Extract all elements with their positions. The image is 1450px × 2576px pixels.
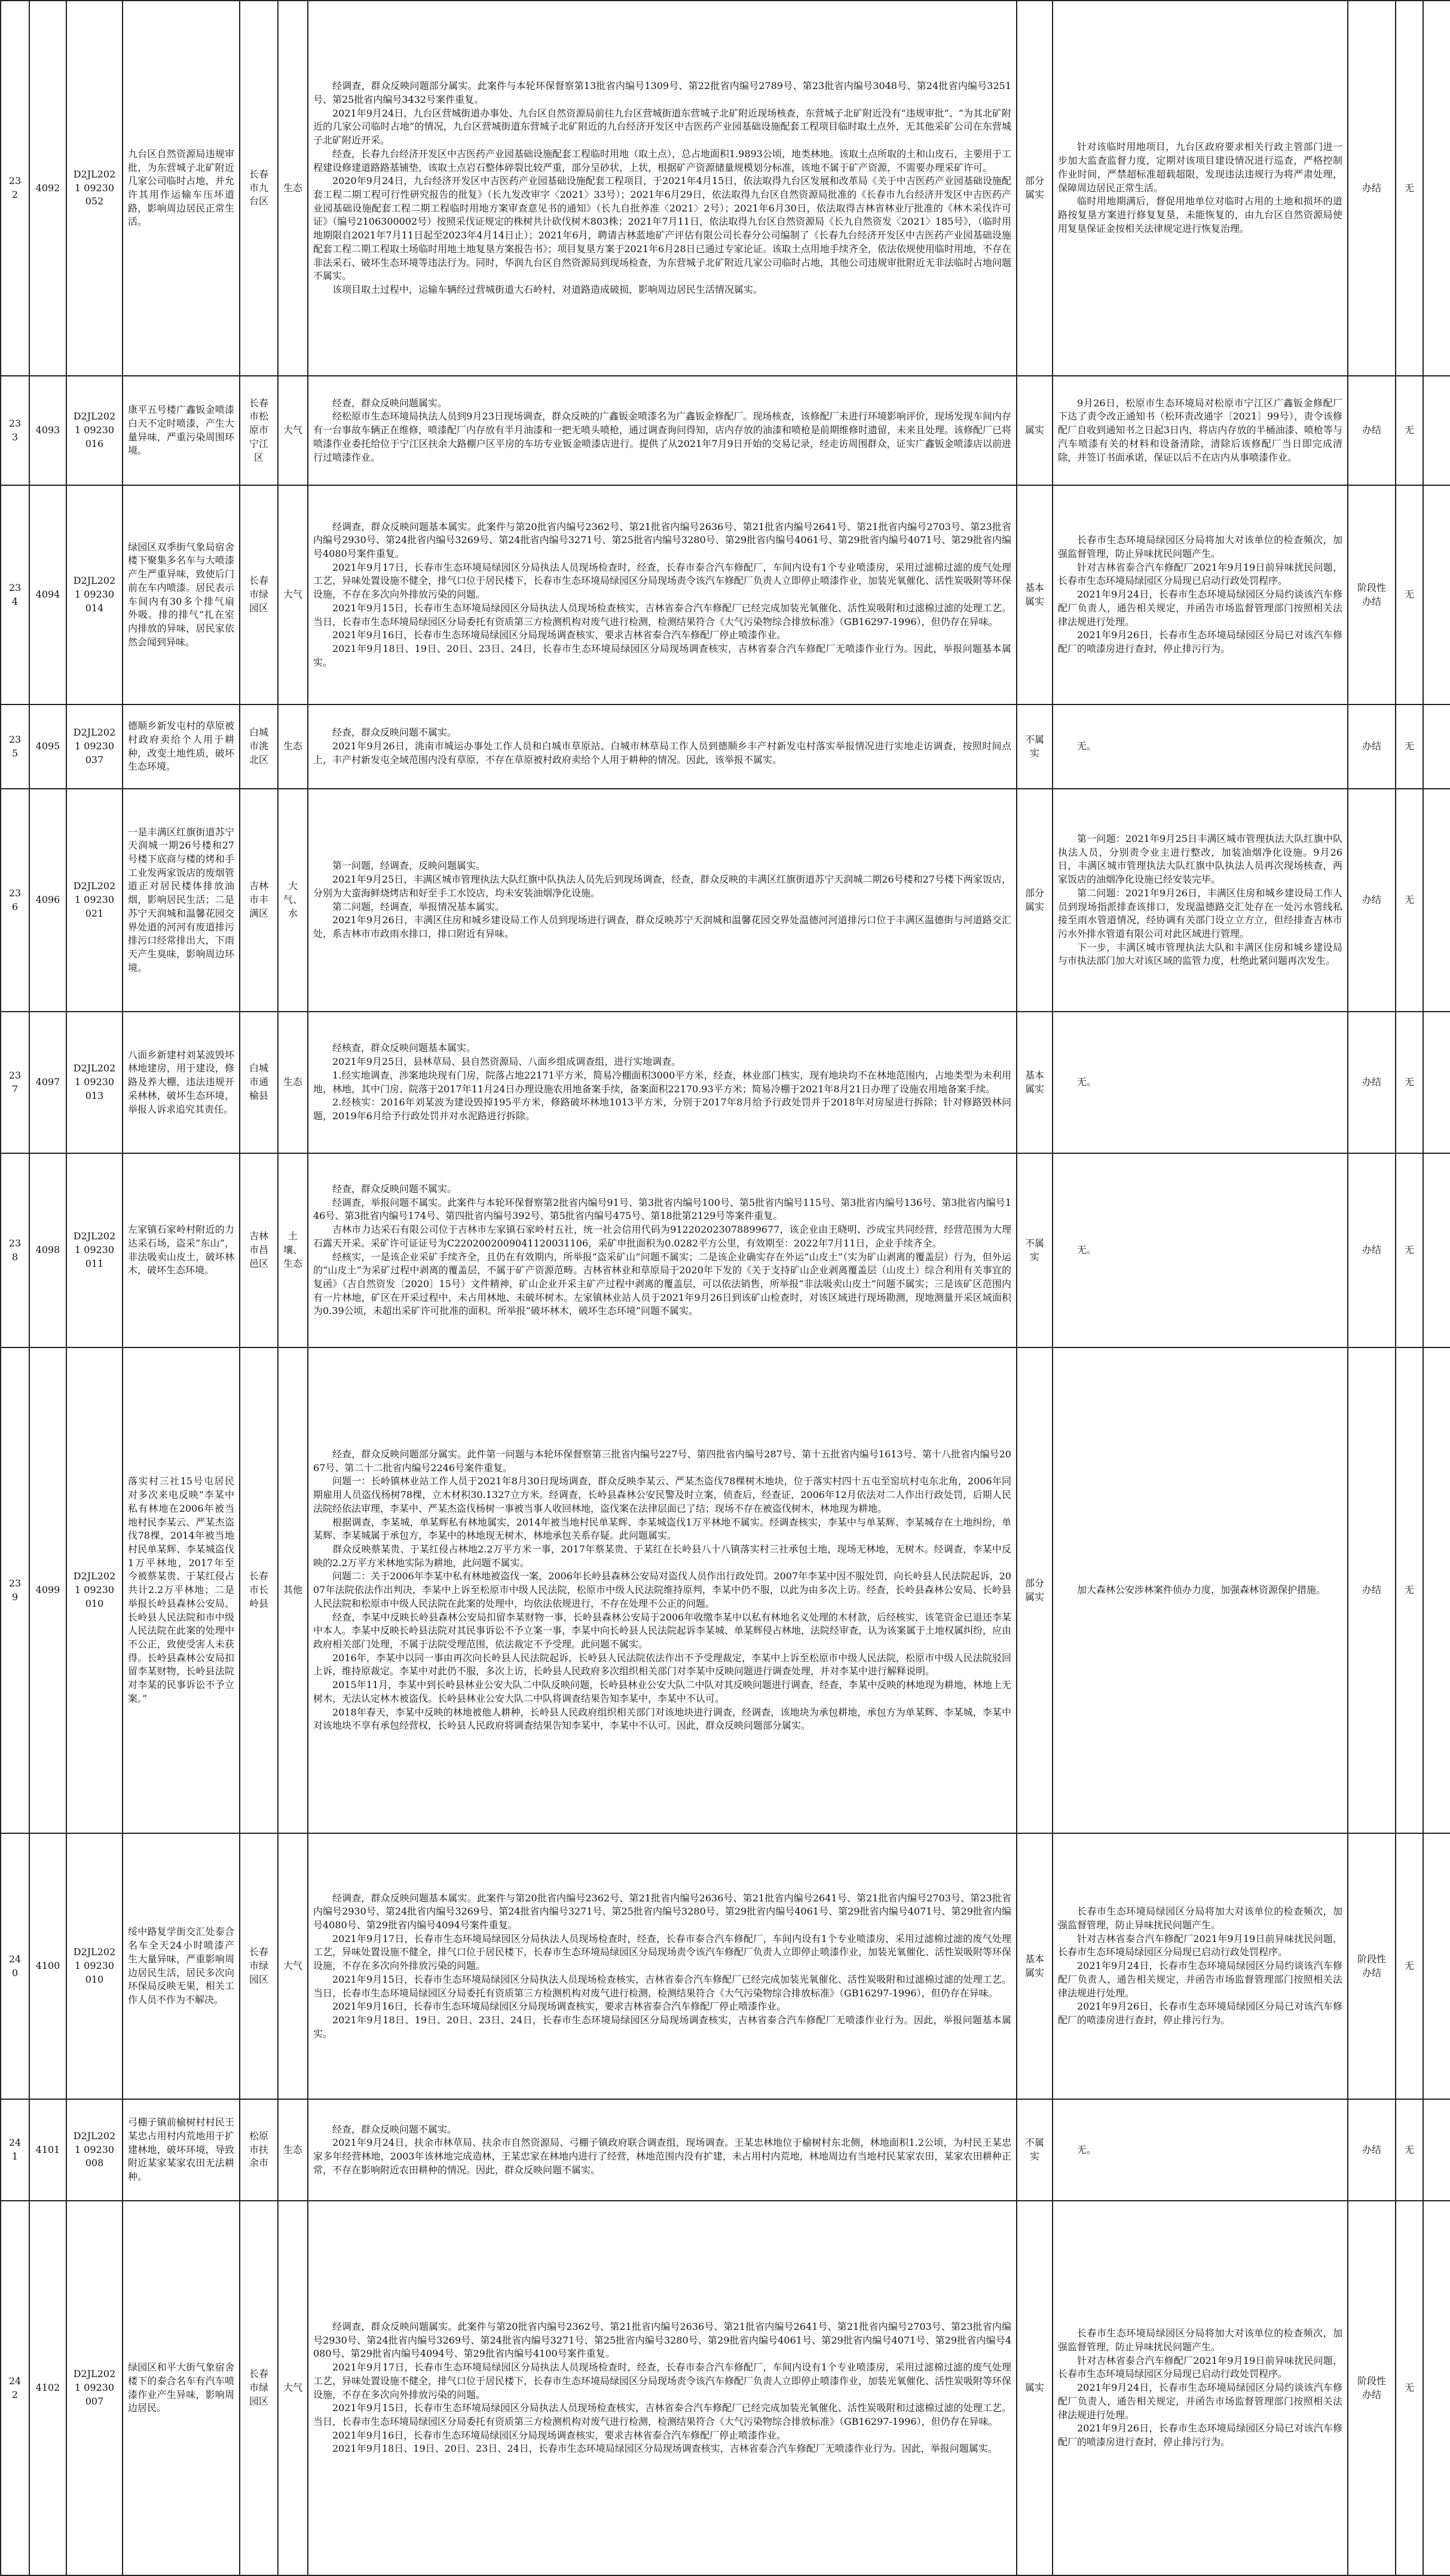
row-rectify — [1053, 1347, 1348, 1833]
row-type: 其他 — [278, 1347, 308, 1833]
row-issue: 绥中路复学街交汇处泰合名车全天24小时喷漆产生大量异味，严重影响周边居民生活，居民多次向环保局反映无果，相关工作人员不作为不解决。 — [123, 1833, 240, 2099]
row-issue: 康平五号楼广鑫钣金喷漆白天不定时喷漆，产生大量异味，严重污染周围环境。 — [123, 376, 240, 485]
row-verify — [308, 1833, 1017, 2099]
row-type: 土壤、生态 — [278, 1153, 308, 1347]
row-verify — [308, 1012, 1017, 1153]
row-verify-paragraph: 2016年，李某中以同一事由再次向长岭县人民法院起诉，长岭县人民法院依法作出不予受理裁定，李某中上诉至松原市中级人民法院，松原市中级人民法院驳回上诉，维持原裁定。李某中对此仍不服，多次上访，长岭县人民政府多次组织相关部门对李某中反映问题进行调查处理，并对李某中进行解释说明。 — [313, 1652, 1011, 1677]
row-result: 属实 — [1017, 2201, 1053, 2575]
row-accountability: 无 — [1396, 789, 1423, 1012]
row-result: 部分属实 — [1017, 789, 1053, 1012]
row-rectify-paragraph: 2021年9月26日，长春市生态环境局绿园区分局已对该汽车修配厂的喷漆房进行查封，停止排污行为。 — [1058, 2422, 1342, 2448]
row-verify — [308, 1, 1017, 376]
row-issue: 九台区自然资源局违规审批，为东营城子北矿附近几家公司临时占地，并允许其用作运输车压坏道路，影响周边居民正常生活。 — [123, 1, 240, 376]
row-result: 不属实 — [1017, 2099, 1053, 2201]
row-status: 办结 — [1348, 789, 1396, 1012]
row-city: 吉林市昌邑区 — [240, 1153, 278, 1347]
row-verify-paragraph: 2021年9月26日，洮南市城运办事处工作人员和白城市草原站、白城市林草局工作人员到德顺乡丰产村新发屯村落实举报情况进行实地走访调查，按照时间点上，丰产村新发屯全域范围内没有草原，不存在草原被村政府卖给个人用于耕种的情况。因此，该举报不属实。 — [313, 740, 1011, 765]
row-verify-paragraph: 2018年春天，李某中反映的林地被他人耕种，长岭县人民政府组织相关部门对该地块进行调查，经调查，该地块为承包耕地，承包方为单某辉、李某城，李某中对该地块不享有承包经营权，长岭县人民政府将调查结果告知李某中，李某中不认可。因此，群众反映问题部分属实。 — [313, 1706, 1011, 1732]
row-verify-paragraph: 问题一：长岭镇林业站工作人员于2021年8月30日现场调查，群众反映李某云、严某杰盗伐78棵树木地块，位于落实村四十五屯至窑坑村屯东北角，2006年同期雇用人员盗伐杨树78棵，立木材积30.1327立方米。经调查，长岭县森林公安民警及时立案，侦查后，经查证，2006年12月依法对二人作出行政处罚，后期人民法院经依法审理，李某中、严某杰盗伐杨树一事被当事人收回林地，盗伐案在法律层面已了结；现场不存在被盗伐树木，林地现为耕地。 — [313, 1475, 1011, 1514]
row-result: 部分属实 — [1017, 1, 1053, 376]
row-result: 基本属实 — [1017, 1833, 1053, 2099]
row-rectify-paragraph: 无。 — [1077, 1244, 1097, 1256]
row-verify-paragraph: 2021年9月17日，长春市生态环境局绿园区分局执法人员现场检查时，经查，长春市泰合汽车修配厂，车间内设有1个专业喷漆房，采用过滤棉过滤的废气处理工艺，异味处置设施不健全，排气口位于居民楼下，长春市生态环境局绿园区分局现场责令该汽车修配厂负责人立即停止喷漆作业，加装光氧催化、活性炭吸附等环保设施，不存在多次向外排放污染的问题。 — [313, 1932, 1012, 1972]
row-result: 基本属实 — [1017, 485, 1053, 705]
row-status: 办结 — [1348, 1153, 1396, 1347]
row-id: 4098 — [29, 1153, 66, 1347]
row-status: 阶段性办结 — [1348, 485, 1396, 705]
row-verify-paragraph: 第二问题，经调查，举报情况基本属实。 — [332, 900, 505, 912]
row-city: 白城市洮北区 — [240, 705, 278, 789]
row-accountability: 无 — [1396, 2201, 1423, 2575]
row-issue: 一是丰满区红旗街道苏宁天润城一期26号楼和27号楼下底商与楼的烤和手工业发两家饭店的废烟管道正对居民楼体排放油烟，影响居民生活；二是苏宁天润城和温馨花园交界处道的河河有废道排污排污口经常排出大，下雨天产生臭味，影响周边环境。 — [123, 789, 240, 1012]
row-issue: 绿园区双季街气象局宿舍楼下聚集多名车与大喷漆产生严重异味，致使后门前在车内喷漆。居民表示车间内有30多个排气扇外吸。排的排气“扎在室内排放的异味，居民家依然会闻到异味。 — [123, 485, 240, 705]
row-verify-paragraph: 经调查，举报问题不属实。此案件与本轮环保督察第2批省内编号91号、第3批省内编号100号、第5批省内编号115号、第3批省内编号136号、第3批省内编号146号、第3批省内编号174号、第四批省内编号392号、第5批省内编号475号、第18批第2129号等案件重复。 — [313, 1196, 1011, 1222]
row-id: 4093 — [29, 376, 66, 485]
row-id: 4096 — [29, 789, 66, 1012]
row-verify — [308, 705, 1017, 789]
row-verify-paragraph: 2021年9月17日，长春市生态环境局绿园区分局执法人员现场检查时，经查，长春市泰合汽车修配厂，车间内设有1个专业喷漆房，采用过滤棉过滤的废气处理工艺，异味处置设施不健全，排气口位于居民楼下，长春市生态环境局绿园区分局现场责令该汽车修配厂负责人立即停止喷漆作业，加装光氧催化、活性炭吸附等环保设施，不存在多次向外排放污染的问题。 — [313, 2361, 1012, 2400]
row-empty-cell — [1423, 1, 1450, 376]
row-verify-paragraph: 经调查，群众反映问题部分属实。此案件与本轮环保督察第13批省内编号1309号、第22批省内编号2789号、第23批省内编号3048号、第24批省内编号3251号、第25批省内编号3432号案件重复。 — [313, 80, 1011, 105]
row-status: 办结 — [1348, 2099, 1396, 2201]
row-accountability: 无 — [1396, 1833, 1423, 2099]
row-verify-paragraph: 经松原市生态环境局执法人员到9月23日现场调查，群众反映的广鑫钣金喷漆名为广鑫钣金修配厂。现场核查，该修配厂未进行环境影响评价，现场发现车间内存有一台事故车辆正在维修，喷漆配厂内存放有半月油漆和一把无喷头喷枪，通过调查询问得知，店内存放的油漆和喷枪是前期维修时遗留，未来且处理。该修配厂已将喷漆作业委托给位于宁江区扶余大路棚户区平房的车坊专业钣金喷漆店进行。提供了从2021年7月9日开始的交易记录，经走访周围群众，证实广鑫钣金喷漆店以前进行过喷漆作业。 — [313, 411, 1012, 463]
row-seq: 234 — [1, 485, 29, 705]
row-verify — [308, 2201, 1017, 2575]
row-accountability: 无 — [1396, 376, 1423, 485]
row-type: 大气、水 — [278, 789, 308, 1012]
row-issue: 八面乡新建村刘某波毁坏林地建房，用于建设，修路及养大棚，违法违规开采林林，破坏生态环境，举报人诉求追究其责任。 — [123, 1012, 240, 1153]
row-rectify-paragraph: 下一步，丰满区城市管理执法大队和丰满区住房和城乡建设局与市执法部门加大对该区域的监管力度，杜绝此紧问题再次发生。 — [1058, 941, 1342, 967]
row-seq: 240 — [1, 1833, 29, 2099]
row-city: 长春市绿园区 — [240, 485, 278, 705]
case-table-body — [1, 1, 1450, 2575]
row-result: 不属实 — [1017, 1153, 1053, 1347]
table-row — [1, 705, 1450, 789]
row-seq: 238 — [1, 1153, 29, 1347]
row-verify-paragraph: 1.经实地调查，涉案地块现有门房，院落占地22171平方米，简易冷棚面积3000平方米，经查，林业部门核实，现有地块均不在林地范围内，占地类型为未利用地，林地，其中门房、院落于2017年11月24日办理设施农用地备案手续，备案面积22170.93平方米；简易冷棚于2021年8月21日办理了设施农用地备案手续。 — [313, 1069, 1011, 1095]
row-id: 4097 — [29, 1012, 66, 1153]
row-empty-cell — [1423, 705, 1450, 789]
row-seq: 237 — [1, 1012, 29, 1153]
row-verify-paragraph: 2021年9月24日，扶余市林草局、扶余市自然资源局、弓棚子镇政府联合调查组，现场调查。王某忠林地位于榆树村东北侧，林地面积1.2公顷，为村民王某忠家多年经营林地，2003年该林地完成造林，王某忠家在林地内进行了经营，林地范围内没有扩建，未占用村内荒地，林地周边有当地村民某家农田，某家农田耕种正常，不存在影响附近农田耕种的情况。因此，群众反映问题不属实。 — [313, 2137, 1011, 2176]
row-verify — [308, 1347, 1017, 1833]
row-verify-paragraph: 该项目取土过程中，运输车辆经过营城街道大石岭村，对道路造成破损，影响周边居民生活情况属实。 — [332, 284, 763, 296]
row-code: D2JL2021 09230013 — [66, 1012, 123, 1153]
row-verify-paragraph: 2021年9月16日，长春市生态环境局绿园区分局现场调查核实，要求吉林省泰合汽车修配厂停止喷漆作业。 — [332, 2429, 787, 2441]
row-city: 长春市松原市宁江区 — [240, 376, 278, 485]
row-verify-paragraph: 经查，长春九台经济开发区中吉医药产业园基础设施配套工程临时用地（取土点），总占地面积1.9893公顷，地类林地。该取土点所取的土和山皮石，主要用于工程建设修建道路路基铺垫，该取土点岩石整体碎裂比较严重，部分呈砂状，上状，根据矿产资源储量规模划分标准，该地不属于矿产资源，不需要办理采矿许可。 — [313, 148, 1011, 173]
row-empty-cell — [1423, 2099, 1450, 2201]
row-city: 吉林市丰满区 — [240, 789, 278, 1012]
row-status: 阶段性办结 — [1348, 2201, 1396, 2575]
row-verify-paragraph: 2021年9月18日、19日、20日、23日、24日，长春市生态环境局绿园区分局现场调查核实，吉林省泰合汽车修配厂无喷漆作业行为。因此，举报问题基本属实。 — [313, 2014, 1011, 2039]
table-row — [1, 1833, 1450, 2099]
row-rectify-paragraph: 9月26日，松原市生态环境局对松原市宁江区广鑫钣金修配厂下达了责令改正通知书（松环责改通字〔2021〕99号），责令该修配厂自收到通知书之日起3日内，将店内存放的半桶油漆、喷枪等与汽车喷漆有关的材料和设备清除，清除后该修配厂当日即完成清除，并签订书面承诺，保证以后不在店内从事喷漆作业。 — [1058, 397, 1342, 463]
row-verify-paragraph: 经调查，群众反映问题基本属实。此案件与第20批省内编号2362号、第21批省内编号2636号、第21批省内编号2641号、第21批省内编号2703号、第23批省内编号2930号、第24批省内编号3269号、第24批省内编号3271号、第25批省内编号3280号、第29批省内编号4061号、第29批省内编号4071号、第29批省内编号4080号案件重复。 — [313, 520, 1011, 559]
row-status: 办结 — [1348, 1347, 1396, 1833]
row-status: 阶段性办结 — [1348, 1833, 1396, 2099]
row-empty-cell — [1423, 1153, 1450, 1347]
row-city: 长春市绿园区 — [240, 2201, 278, 2575]
row-issue: 弓棚子镇前榆树村村民王某忠占用村内荒地用于扩建林地，破坏环境，导致附近某家某家农田无法耕种。 — [123, 2099, 240, 2201]
row-result: 不属实 — [1017, 705, 1053, 789]
row-rectify — [1053, 485, 1348, 705]
row-type: 生态 — [278, 1012, 308, 1153]
row-code: D2JL2021 09230008 — [66, 2099, 123, 2201]
row-type: 大气 — [278, 2201, 308, 2575]
row-rectify — [1053, 2201, 1348, 2575]
row-rectify — [1053, 2099, 1348, 2201]
row-rectify-paragraph: 2021年9月24日，长春市生态环境局绿园区分局约谈该汽车修配厂负责人，通告相关规定，并函告市场监督管理部门按照相关法律法规进行处理。 — [1058, 1960, 1342, 1999]
row-empty-cell — [1423, 1012, 1450, 1153]
row-verify-paragraph: 经查，群众反映问题属实。 — [332, 397, 448, 409]
row-rectify-paragraph: 长春市生态环境局绿园区分局将加大对该单位的检查频次，加强监督管理，防止异味扰民问题产生。 — [1058, 1906, 1342, 1931]
table-row — [1, 1347, 1450, 1833]
row-verify-paragraph: 2015年11月，李某中到长岭县林业公安大队二中队反映问题，长岭县林业公安大队二中队对其反映问题进行调查，经查，李某中反映的林地现为耕地，林地上无树木，无法认定林木被盗伐。长岭县林业公安大队二中队将调查结果告知李某中，李某中不认可。 — [313, 1679, 1011, 1704]
row-rectify — [1053, 1012, 1348, 1153]
row-verify-paragraph: 第一问题，经调查，反映问题属实。 — [332, 860, 486, 872]
row-result: 基本属实 — [1017, 1012, 1053, 1153]
row-rectify — [1053, 376, 1348, 485]
table-row — [1, 485, 1450, 705]
row-id: 4102 — [29, 2201, 66, 2575]
row-verify — [308, 789, 1017, 1012]
row-verify-paragraph: 2021年9月17日，长春市生态环境局绿园区分局执法人员现场检查时，经查，长春市泰合汽车修配厂，车间内设有1个专业喷漆房，采用过滤棉过滤的废气处理工艺，异味处置设施不健全，排气口位于居民楼下，长春市生态环境局绿园区分局现场责令该汽车修配厂负责人立即停止喷漆作业，加装光氧催化、活性炭吸附等环保设施，不存在多次向外排放污染的问题。 — [313, 561, 1012, 601]
row-code: D2JL2021 09230052 — [66, 1, 123, 376]
row-verify-paragraph: 2.经核实：2016年刘某波为建设毁掉195平方米，修路破坏林地1013平方米，分别于2017年8月给予行政处罚并于2018年对房屋进行拆除；针对修路毁林问题，2019年6月给予行政处罚并对水泥路进行拆除。 — [313, 1096, 1011, 1122]
row-code: D2JL2021 09230010 — [66, 1833, 123, 2099]
row-accountability: 无 — [1396, 1012, 1423, 1153]
row-accountability: 无 — [1396, 1, 1423, 376]
row-verify-paragraph: 经查，群众反映问题不属实。 — [332, 1183, 457, 1194]
row-type: 生态 — [278, 705, 308, 789]
row-seq: 241 — [1, 2099, 29, 2201]
row-type: 大气 — [278, 485, 308, 705]
row-seq: 242 — [1, 2201, 29, 2575]
row-verify-paragraph: 2021年9月26日，丰满区住房和城乡建设局工作人员到现场进行调查，群众反映苏宁天润城和温馨花园交界处温德河河道排污口位于丰满区温德街与河道路交汇处，系吉林市市政雨水排口，排口附近有异味。 — [313, 914, 1011, 939]
row-verify-paragraph: 经核实，一是该企业采矿手续齐全，且仍在有效期内，所举报“盗采矿山”问题不属实；二是该企业确实存在外运“山皮土”（实为矿山剥离的覆盖层）行为，但外运的“山皮土”为采矿过程中剥离的覆盖层，不属于矿产资源范畴。吉林省林业和草原局于2020年下发的《关于支持矿山企业剥离覆盖层（山皮土）综合利用有关事宜的复函》（吉自然资发〔2020〕15号）文件精神，矿山企业开采主矿产过程中剥离的覆盖层，可以依法销售，所举报“非法吸卖山皮土”问题不属实；三是该矿区范围内有一片林地，矿区在开采过程中，未占用林地、未破坏树木。左家镇林业站人员于2021年9月26日到该矿山检查时，对该区域进行现场勘测，现地测量开采区域面积为0.39公顷，未超出采矿许可批准的面积。所举报“破坏林木，破坏生态环境”问题不属实。 — [313, 1251, 1011, 1317]
row-id: 4101 — [29, 2099, 66, 2201]
row-verify — [308, 2099, 1017, 2201]
row-seq: 239 — [1, 1347, 29, 1833]
row-verify-paragraph: 经调查，群众反映问题属实。此案件与第20批省内编号2362号、第21批省内编号2636号、第21批省内编号2641号、第21批省内编号2703号、第23批省内编号2930号、第24批省内编号3269号、第24批省内编号3271号、第25批省内编号3280号、第29批省内编号4061号、第29批省内编号4071号、第29批省内编号4080号、第29批省内编号4094号、第29批省内编号4100号案件重复。 — [313, 2320, 1011, 2360]
row-seq: 236 — [1, 789, 29, 1012]
row-rectify-paragraph: 临时用地期满后，督促用地单位对临时占用的土地和损坏的道路按复垦方案进行修复复垦，未能恢复的，由九台区自然资源局使用复垦保证金按相关法律规定进行恢复治理。 — [1058, 195, 1342, 234]
row-verify-paragraph: 2021年9月25日，丰满区城市管理执法大队红旗中队执法人员先后到现场调查，经查，群众反映的丰满区红旗街道苏宁天润城二期26号楼和27号楼下两家饭店，分别为大蛮海鲜烧烤店和好至手工水饺店，均未安装油烟净化设施。 — [313, 874, 1011, 899]
row-accountability: 无 — [1396, 1153, 1423, 1347]
row-code: D2JL2021 09230010 — [66, 1347, 123, 1833]
row-verify — [308, 1153, 1017, 1347]
row-verify-paragraph: 吉林市力达采石有限公司位于吉林市左家镇石家岭村五社，统一社会信用代码为912202023078899677，该企业由王晓明、沙成宝共同经营，经营范围为大理石露天开采。采矿许可证证号为C2202002009041120031106，采矿申批面积为0.0282平方公里，有效期至：2022年7月11日，企业手续齐全。 — [313, 1224, 1011, 1249]
row-seq: 232 — [1, 1, 29, 376]
row-rectify — [1053, 789, 1348, 1012]
row-id: 4092 — [29, 1, 66, 376]
row-verify-paragraph: 2021年9月18日、19日、20日、23日、24日，长春市生态环境局绿园区分局现场调查核实，吉林省泰合汽车修配厂无喷漆作业行为。因此，举报问题基本属实。 — [313, 643, 1011, 668]
table-row — [1, 376, 1450, 485]
row-city: 长春市九台区 — [240, 1, 278, 376]
row-issue: 左家镇石家岭村附近的力达采石场，盗采“东山”，非法吸卖山皮土，破坏林木，破坏生态环境。 — [123, 1153, 240, 1347]
row-rectify-paragraph: 无。 — [1077, 740, 1097, 752]
row-rectify-paragraph: 针对吉林省泰合汽车修配厂2021年9月19日前异味扰民问题，长春市生态环境局绿园区分局现已启动行政处罚程序。 — [1058, 1932, 1342, 1958]
row-issue: 德顺乡新发屯村的草原被村政府卖给个人用于耕种，改变土地性质，破坏生态环境。 — [123, 705, 240, 789]
row-verify-paragraph: 2021年9月18日、19日、20日、23日、24日，长春市生态环境局绿园区分局现场调查核实，吉林省泰合汽车修配厂无喷漆作业行为。因此，举报问题属实。 — [332, 2443, 998, 2455]
row-verify-paragraph: 根据调查，李某城，单某辉私有林地属实，2014年被当地村民单某辉、李某城盗伐1万平林地不属实。经调查核实，李某中与单某辉、李某城存在土地纠纷，单某辉、李某城属于承包方，李某中的林地现无树木，林地承包关系存疑。此问题属实。 — [313, 1516, 1011, 1542]
row-rectify-paragraph: 针对该临时用地项目，九台区政府要求相关行政主管部门进一步加大监查监督力度，定期对该项目建设情况进行巡查，严格控制作业时间，严禁超标准超载超限，发现违法违规行为将严肃处理，保障周边居民正常生活。 — [1058, 141, 1342, 194]
row-verify-paragraph: 2021年9月15日，长春市生态环境局绿园区分局执法人员现场检查核实，吉林省泰合汽车修配厂已经完成加装光氧催化、活性炭吸附和过滤棉过滤的处理工艺。当日，长春市生态环境局绿园区分局委托有资质第三方检测机构对废气进行检测，检测结果符合《大气污染物综合排放标准》（GB16297-1996），但仍存在异味。 — [313, 1973, 1011, 1999]
row-status: 办结 — [1348, 376, 1396, 485]
row-rectify-paragraph: 2021年9月26日，长春市生态环境局绿园区分局已对该汽车修配厂的喷漆房进行查封，停止排污行为。 — [1058, 2001, 1342, 2026]
row-code: D2JL2021 09230011 — [66, 1153, 123, 1347]
row-verify-paragraph: 经查，李某中反映长岭县森林公安局扣留李某财物一事，长岭县森林公安局于2006年收缴李某中以私有林地名义处理的木材款，后经核实，该笔资金已退还李某中本人。李某中反映长岭县法院对其民事诉讼不予立案一事，李某中向长岭县人民法院起诉李某城、单某辉侵占林地，法院经审查，认为该案属于土地权属纠纷，应由政府相关部门处理，不属于法院受理范围，依法裁定不予受理。此问题不属实。 — [313, 1611, 1012, 1650]
row-result: 属实 — [1017, 376, 1053, 485]
row-accountability: 无 — [1396, 705, 1423, 789]
row-empty-cell — [1423, 1347, 1450, 1833]
row-rectify-paragraph: 无。 — [1077, 2143, 1097, 2155]
row-city: 长春市绿园区 — [240, 1833, 278, 2099]
table-row — [1, 2201, 1450, 2575]
row-code: D2JL2021 09230014 — [66, 485, 123, 705]
row-accountability: 无 — [1396, 1347, 1423, 1833]
table-row — [1, 2099, 1450, 2201]
row-rectify-paragraph: 2021年9月24日，长春市生态环境局绿园区分局约谈该汽车修配厂负责人，通告相关规定，并函告市场监督管理部门按照相关法律法规进行处理。 — [1058, 2382, 1342, 2421]
row-empty-cell — [1423, 1833, 1450, 2099]
row-city: 白城市通榆县 — [240, 1012, 278, 1153]
row-verify-paragraph: 2021年9月15日，长春市生态环境局绿园区分局执法人员现场检查核实，吉林省泰合汽车修配厂已经完成加装光氧催化、活性炭吸附和过滤棉过滤的处理工艺。当日，长春市生态环境局绿园区分局委托有资质第三方检测机构对废气进行检测，检测结果符合《大气污染物综合排放标准》（GB16297-1996），但仍存在异味。 — [313, 602, 1011, 627]
row-empty-cell — [1423, 789, 1450, 1012]
row-verify-paragraph: 群众反映蔡某贵、于某红侵占林地2.2万平方米一事，2017年蔡某贵、于某红在长岭县八十八镇落实村三社承包土地，现场无林地，无树木。经调查，李某中反映的2.2万平方米林地实际为耕地，此问题不属实。 — [313, 1543, 1011, 1569]
table-row — [1, 1, 1450, 376]
row-empty-cell — [1423, 485, 1450, 705]
row-empty-cell — [1423, 2201, 1450, 2575]
row-verify-paragraph: 2021年9月16日，长春市生态环境局绿园区分局现场调查核实，要求吉林省泰合汽车修配厂停止喷漆作业。 — [332, 629, 787, 641]
row-code: D2JL2021 09230021 — [66, 789, 123, 1012]
row-rectify-paragraph: 针对吉林省泰合汽车修配厂2021年9月19日前异味扰民问题，长春市生态环境局绿园区分局现已启动行政处罚程序。 — [1058, 561, 1342, 587]
row-accountability: 无 — [1396, 485, 1423, 705]
row-seq: 233 — [1, 376, 29, 485]
row-verify-paragraph: 2021年9月25日，县林草局、县自然资源局、八面乡组成调查组，进行实地调查。 — [332, 1056, 681, 1068]
row-city: 松原市扶余市 — [240, 2099, 278, 2201]
row-rectify-paragraph: 针对吉林省泰合汽车修配厂2021年9月19日前异味扰民问题，长春市生态环境局绿园区分局现已启动行政处罚程序。 — [1058, 2354, 1342, 2380]
row-result: 部分属实 — [1017, 1347, 1053, 1833]
row-status: 办结 — [1348, 705, 1396, 789]
row-rectify-paragraph: 长春市生态环境局绿园区分局将加大对该单位的检查频次，加强监督管理，防止异味扰民问题产生。 — [1058, 534, 1342, 559]
row-empty-cell — [1423, 376, 1450, 485]
table-row — [1, 789, 1450, 1012]
row-rectify — [1053, 1833, 1348, 2099]
row-verify-paragraph: 经查，群众反映问题不属实。 — [332, 727, 457, 739]
row-rectify-paragraph: 2021年9月26日，长春市生态环境局绿园区分局已对该汽车修配厂的喷漆房进行查封，停止排污行为。 — [1058, 629, 1342, 655]
row-type: 生态 — [278, 1, 308, 376]
row-verify-paragraph: 2021年9月24日，九台区营城街道办事处、九台区自然资源局前往九台区营城街道东营城子北矿附近现场核查，东营城子北矿附近没有“违规审批”、“为其北矿附近的几家公司临时占地”的情况，九台区营城街道东营城子北矿附近的九台经济开发区中吉医药产业园基础设施配套工程项目临时取土点外，无其他采矿公司在东营城子北矿附近开采。 — [313, 107, 1011, 146]
table-row — [1, 1153, 1450, 1347]
row-issue: 落实村三社15号屯居民对多次来电反映“李某中私有林地在2006年被当地村民李某云、严某杰盗伐78棵，2014年被当地村民单某辉、李某城盗伐1万平林地，2017年至今被蔡某贵、于某红侵占共计2.2万平林地；二是举报长岭县森林公安局、长岭县人民法院和市中级人民法院在此案的处理中不公正，致使受害人未获得。长岭县森林公安局扣留李某财物，长岭县法院对李某的民事诉讼不予立案。” — [123, 1347, 240, 1833]
row-id: 4095 — [29, 705, 66, 789]
row-code: D2JL2021 09230037 — [66, 705, 123, 789]
row-code: D2JL2021 09230007 — [66, 2201, 123, 2575]
table-row — [1, 1012, 1450, 1153]
row-id: 4100 — [29, 1833, 66, 2099]
row-verify — [308, 376, 1017, 485]
row-verify — [308, 485, 1017, 705]
row-type: 大气 — [278, 1833, 308, 2099]
row-type: 大气 — [278, 376, 308, 485]
row-issue: 绿园区和平大街气象宿舍楼下的泰合名车有汽车喷漆作业产生异味，影响周边居民。 — [123, 2201, 240, 2575]
row-type: 生态 — [278, 2099, 308, 2201]
row-verify-paragraph: 2020年9月24日，九台经济开发区中吉医药产业园基础设施配套工程项目，于2021年4月15日，依法取得九台区发展和改革局《关于中吉医药产业园基础设施配套工程二期工程可行性研究报告的批复》（长九发改审字〈2021〉33号）；2021年6月29日，依法取得九台区自然资源局批准的《长春市九台经济开发区中吉医药产业园基础设施配套工程二期工程临时用地方案审查意见书的通知》（长九自批养准〈2021〉2号）；2021年6月30日，依法取得吉林省林业厅批准的《林木采伐许可证》（编号2106300002号）按照采伐证规定的株树共计砍伐树木803株；2021年7月11日，依法取得九台区自然资源局《长九自然资发〈2021〉185号》，（临时用地期限自2021年7月11日起至2023年4月14日止）；2021年6月，聘请吉林蓝地矿产评估有限公司长春分公司编制了《长春九台经济开发区中吉医药产业园基础设施配套工程二期工程取土场临时用地土地复垦方案报告书》；项目复垦方案于2021年6月28日已通过专家论证。该取土点用地手续齐全，依法依规使用临时用地，不存在非法采石、破坏生态环境等违法行为。同时，华润九台区自然资源局到现场检查，为东营城子北矿附近几家公司临时占地，其他公司违规审批附近无非法临时占地问题不属实。 — [313, 175, 1012, 282]
row-verify-paragraph: 经查，群众反映问题部分属实。此件第一问题与本轮环保督察第三批省内编号227号、第四批省内编号287号、第十五批省内编号1613号、第十八批省内编号2067号、第二十二批省内编号2246号案件重复。 — [313, 1448, 1011, 1474]
row-status: 办结 — [1348, 1012, 1396, 1153]
row-rectify-paragraph: 第二问题：2021年9月26日，丰满区住房和城乡建设局工作人员到现场指派排查该排口，发现温德路交汇处存在一处污水管线私接至雨水管道情况，经协调有关部门设立立方立，但经排查吉林市污水外排水管道有限公司对此区域进行管理。 — [1058, 887, 1342, 939]
row-id: 4099 — [29, 1347, 66, 1833]
row-status: 办结 — [1348, 1, 1396, 376]
row-rectify-paragraph: 第一问题：2021年9月25日丰满区城市管理执法大队红旗中队执法人员，分别责令业主进行整改，加装油烟净化设施。9月26日，丰满区城市管理执法大队红旗中队执法人员再次现场核查，两家饭店的油烟净化设施已经安装完毕。 — [1058, 832, 1342, 886]
row-id: 4094 — [29, 485, 66, 705]
row-verify-paragraph: 经核查，群众反映问题基本属实。 — [332, 1042, 476, 1054]
row-verify-paragraph: 2021年9月16日，长春市生态环境局绿园区分局现场调查核实，要求吉林省泰合汽车修配厂停止喷漆作业。 — [332, 2001, 787, 2013]
row-rectify-paragraph: 长春市生态环境局绿园区分局将加大对该单位的检查频次，加强监督管理，防止异味扰民问题产生。 — [1058, 2327, 1342, 2353]
row-rectify-paragraph: 无。 — [1077, 1076, 1097, 1088]
row-rectify — [1053, 705, 1348, 789]
row-verify-paragraph: 2021年9月15日，长春市生态环境局绿园区分局执法人员现场检查核实，吉林省泰合汽车修配厂已经完成加装光氧催化、活性炭吸附和过滤棉过滤的处理工艺。当日，长春市生态环境局绿园区分局委托有资质第三方检测机构对废气进行检测，检测结果符合《大气污染物综合排放标准》（GB16297-1996），但仍存在异味。 — [313, 2402, 1011, 2427]
row-verify-paragraph: 经查，群众反映问题不属实。 — [332, 2123, 457, 2135]
row-verify-paragraph: 经调查，群众反映问题基本属实。此案件与第20批省内编号2362号、第21批省内编号2636号、第21批省内编号2641号、第21批省内编号2703号、第23批省内编号2930号、第24批省内编号3269号、第24批省内编号3271号、第25批省内编号3280号、第29批省内编号4061号、第29批省内编号4071号、第29批省内编号4080号、第29批省内编号4094号案件重复。 — [313, 1892, 1011, 1931]
row-rectify — [1053, 1, 1348, 376]
row-code: D2JL2021 09230016 — [66, 376, 123, 485]
row-verify-paragraph: 问题二：关于2006年李某中私有林地被盗伐一案，2006年长岭县森林公安局对盗伐人员作出行政处罚。2007年李某中因不服处罚，向长岭县人民法院起诉，2007年法院依法作出判决，李某中上诉至松原市中级人民法院，松原市中级人民法院维持原判，李某中仍不服，以此为由多次上访。经查，长岭县森林公安局、长岭县人民法院和松原市中级人民法院在此案的处理中，均依法依规进行，不存在处理不公正的问题。 — [313, 1570, 1011, 1609]
row-rectify-paragraph: 2021年9月24日，长春市生态环境局绿园区分局约谈该汽车修配厂负责人，通告相关规定，并函告市场监督管理部门按照相关法律法规进行处理。 — [1058, 589, 1342, 627]
row-rectify-paragraph: 加大森林公安涉林案件侦办力度，加强森林资源保护措施。 — [1077, 1584, 1326, 1596]
row-accountability: 无 — [1396, 2099, 1423, 2201]
row-seq: 235 — [1, 705, 29, 789]
row-city: 长春市长岭县 — [240, 1347, 278, 1833]
row-rectify — [1053, 1153, 1348, 1347]
